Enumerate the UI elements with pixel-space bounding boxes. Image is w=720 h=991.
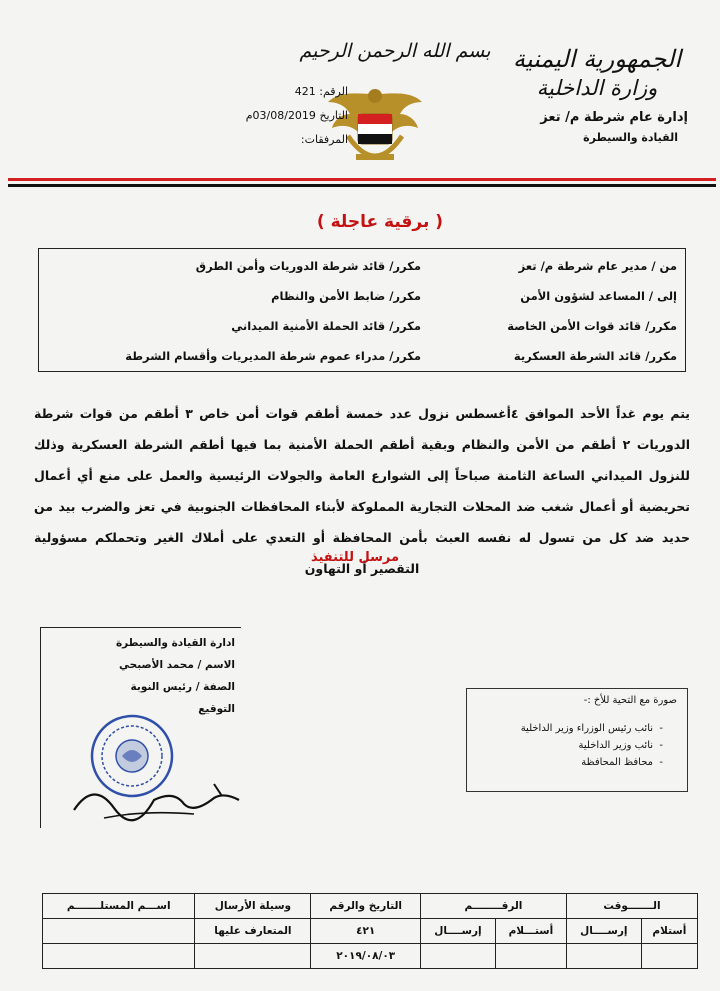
telegram-body: يتم يوم غداً الأحد الموافق ٤أغسطس نزول عدد خمسة أطقم قوات أمن خاص ٣ أطقم من قوات شرطة الدوريات ٢ أطقم من الأمن والنظام وبقية أطقم الحملة الأمنية بما فيها أطقم الشرطة العسكرية وذلك للنزول الميداني الساعة الثامنة صباحاً إلى الشوارع العامة والجولات الرئيسية والعمل على منع أي أعمال تحريضية أو أعمال شغب ضد المحلات التجارية المملوكة لأبناء المحافظات الجنوبية في تعز والضرب بيد من حديد ضد كل من تسول له نفسه العبث بأمن المحافظة أو التعدي على أملاك الغير وتحملكم مسؤولية التقصير أو التهاون bbox=[34, 406, 690, 576]
table-cell bbox=[195, 944, 311, 969]
cc-item: - نائب رئيس الوزراء وزير الداخلية bbox=[520, 723, 663, 734]
table-cell bbox=[641, 944, 697, 969]
table-cell bbox=[43, 944, 195, 969]
table-cell bbox=[421, 944, 496, 969]
section-name: القيادة والسيطرة bbox=[583, 131, 678, 144]
table-header-recipient: اســـم المستلـــــــم bbox=[43, 894, 195, 919]
black-rule bbox=[8, 184, 716, 187]
routing-left-1: مكرر/ قائد شرطة الدوريات وأمن الطرق bbox=[195, 259, 421, 273]
routing-left-3: مكرر/ قائد الحملة الأمنية الميداني bbox=[231, 319, 421, 333]
attachments-label: المرفقات: bbox=[300, 133, 348, 146]
table-cell: إرســــال bbox=[566, 919, 641, 944]
routing-right-4: مكرر/ قائد الشرطة العسكرية bbox=[513, 349, 677, 363]
cc-item: - محافظ المحافظة bbox=[581, 757, 663, 768]
date-label: التاريخ bbox=[319, 109, 348, 122]
table-row bbox=[43, 944, 698, 969]
handwritten-signature-icon bbox=[64, 770, 254, 830]
red-rule bbox=[8, 178, 716, 181]
routing-box bbox=[38, 248, 686, 372]
table-header-time: الـــــــوقت bbox=[566, 894, 697, 919]
table-cell: المتعارف عليها bbox=[195, 919, 311, 944]
republic-name: الجمهورية اليمنية bbox=[512, 45, 682, 73]
cc-box bbox=[466, 688, 688, 792]
signature-sign-label: التوقيع bbox=[198, 703, 235, 715]
signature-role: الصفة / رئيس النوبة bbox=[130, 681, 235, 693]
cc-item: - نائب وزير الداخلية bbox=[578, 740, 663, 751]
send-for-execution: مرسل للتنفيذ bbox=[310, 550, 400, 565]
table-cell: ٢٠١٩/٠٨/٠٣ bbox=[311, 944, 421, 969]
table-row bbox=[43, 894, 698, 919]
routing-left-4: مكرر/ مدراء عموم شرطة المديريات وأقسام الشرطة bbox=[125, 349, 421, 363]
table-cell: أستلام bbox=[641, 919, 697, 944]
table-cell bbox=[43, 919, 195, 944]
basmala: بسم الله الرحمن الرحيم bbox=[299, 40, 491, 62]
routing-right-3: مكرر/ قائد قوات الأمن الخاصة bbox=[507, 319, 677, 333]
table-row bbox=[43, 919, 698, 944]
document-title: ( برقية عاجلة ) bbox=[316, 212, 444, 232]
department-name: إدارة عام شرطة م/ تعز bbox=[540, 110, 688, 125]
signature-dept: ادارة القيادة والسيطرة bbox=[115, 637, 235, 649]
dispatch-table bbox=[42, 893, 698, 969]
cc-title: صورة مع التحية للأخ :- bbox=[583, 695, 677, 706]
date-value: 03/08/2019م bbox=[245, 109, 316, 122]
reference-block bbox=[218, 80, 348, 152]
table-cell: أستـــلام bbox=[495, 919, 566, 944]
table-cell: إرســــال bbox=[421, 919, 496, 944]
routing-left-2: مكرر/ ضابط الأمن والنظام bbox=[271, 289, 421, 303]
table-header-method: وسيلة الأرسال bbox=[195, 894, 311, 919]
number-label: الرقم: bbox=[319, 85, 348, 98]
table-cell: ٤٢١ bbox=[311, 919, 421, 944]
number-value: 421 bbox=[294, 85, 316, 98]
table-header-date-number: التاريخ والرقم bbox=[311, 894, 421, 919]
table-cell bbox=[566, 944, 641, 969]
letterhead bbox=[502, 44, 692, 144]
routing-right-2: إلى / المساعد لشؤون الأمن bbox=[520, 289, 677, 303]
ministry-name: وزارة الداخلية bbox=[536, 76, 658, 100]
table-cell bbox=[495, 944, 566, 969]
signature-name: الاسم / محمد الأصبحي bbox=[119, 659, 235, 671]
table-header-number: الرقــــــــم bbox=[421, 894, 567, 919]
routing-right-1: من / مدير عام شرطة م/ تعز bbox=[518, 259, 677, 273]
